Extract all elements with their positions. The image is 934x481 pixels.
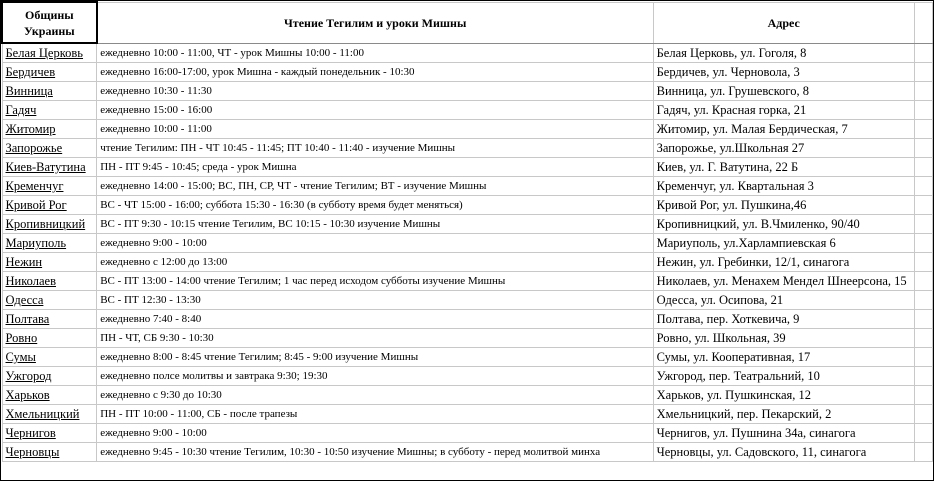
address-cell[interactable]: Киев, ул. Г. Ватутина, 22 Б [653,158,914,177]
city-link[interactable]: Николаев [2,272,97,291]
empty-cell[interactable] [914,234,932,253]
header-schedule[interactable]: Чтение Тегилим и уроки Мишны [97,2,653,43]
table-row [2,196,933,215]
empty-cell[interactable] [914,405,932,424]
empty-cell[interactable] [914,348,932,367]
table-row [2,367,933,386]
empty-cell[interactable] [914,63,932,82]
city-link[interactable]: Чернигов [2,424,97,443]
empty-cell[interactable] [914,196,932,215]
city-link[interactable]: Винница [2,82,97,101]
table-row [2,139,933,158]
empty-cell[interactable] [914,43,932,63]
empty-cell[interactable] [914,386,932,405]
address-cell[interactable]: Полтава, пер. Хоткевича, 9 [653,310,914,329]
address-cell[interactable]: Бердичев, ул. Черновола, 3 [653,63,914,82]
empty-cell[interactable] [914,158,932,177]
empty-cell[interactable] [914,310,932,329]
table-row [2,43,933,63]
address-cell[interactable]: Мариуполь, ул.Харлампиевская 6 [653,234,914,253]
empty-cell[interactable] [914,253,932,272]
schedule-cell[interactable]: ежедневно с 9:30 до 10:30 [97,386,653,405]
city-link[interactable]: Кривой Рог [2,196,97,215]
schedule-cell[interactable]: ежедневно 15:00 - 16:00 [97,101,653,120]
address-cell[interactable]: Кременчуг, ул. Квартальная 3 [653,177,914,196]
empty-cell[interactable] [914,120,932,139]
table-row [2,348,933,367]
table-row [2,405,933,424]
schedule-cell[interactable]: ежедневно 9:00 - 10:00 [97,234,653,253]
schedule-cell[interactable]: ежедневно 16:00-17:00, урок Мишна - каждый понедельник - 10:30 [97,63,653,82]
schedule-cell[interactable]: ВС - ПТ 9:30 - 10:15 чтение Тегилим, ВС 10:15 - 10:30 изучение Мишны [97,215,653,234]
schedule-cell[interactable]: ВС - ЧТ 15:00 - 16:00; суббота 15:30 - 16:30 (в субботу время будет меняться) [97,196,653,215]
city-link[interactable]: Сумы [2,348,97,367]
empty-cell[interactable] [914,272,932,291]
address-cell[interactable]: Кривой Рог, ул. Пушкина,46 [653,196,914,215]
schedule-cell[interactable]: ежедневно 10:00 - 11:00, ЧТ - урок Мишны 10:00 - 11:00 [97,43,653,63]
address-cell[interactable]: Одесса, ул. Осипова, 21 [653,291,914,310]
schedule-cell[interactable]: ежедневно полсе молитвы и завтрака 9:30; 19:30 [97,367,653,386]
address-cell[interactable]: Сумы, ул. Кооперативная, 17 [653,348,914,367]
address-cell[interactable]: Винница, ул. Грушевского, 8 [653,82,914,101]
table-row [2,158,933,177]
city-link[interactable]: Ужгород [2,367,97,386]
schedule-cell[interactable]: ВС - ПТ 13:00 - 14:00 чтение Тегилим; 1 час перед исходом субботы изучение Мишны [97,272,653,291]
address-cell[interactable]: Житомир, ул. Малая Бердическая, 7 [653,120,914,139]
table-row [2,253,933,272]
schedule-cell[interactable]: ПН - ПТ 9:45 - 10:45; среда - урок Мишна [97,158,653,177]
city-link[interactable]: Хмельницкий [2,405,97,424]
table-row [2,424,933,443]
schedule-cell[interactable]: ежедневно с 12:00 до 13:00 [97,253,653,272]
empty-cell[interactable] [914,177,932,196]
city-link[interactable]: Киев-Ватутина [2,158,97,177]
empty-cell[interactable] [914,139,932,158]
communities-table [1,1,933,462]
table-row [2,177,933,196]
empty-cell[interactable] [914,424,932,443]
table-row [2,443,933,462]
address-cell[interactable]: Ужгород, пер. Театральний, 10 [653,367,914,386]
city-link[interactable]: Нежин [2,253,97,272]
address-cell[interactable]: Хмельницкий, пер. Пекарский, 2 [653,405,914,424]
address-cell[interactable]: Белая Церковь, ул. Гоголя, 8 [653,43,914,63]
city-link[interactable]: Белая Церковь [2,43,97,63]
table-row [2,329,933,348]
city-link[interactable]: Черновцы [2,443,97,462]
schedule-cell[interactable]: ежедневно 8:00 - 8:45 чтение Тегилим; 8:45 - 9:00 изучение Мишны [97,348,653,367]
city-link[interactable]: Одесса [2,291,97,310]
header-city[interactable]: Общины Украины [2,2,97,43]
table-row [2,101,933,120]
schedule-cell[interactable]: ВС - ПТ 12:30 - 13:30 [97,291,653,310]
header-row [2,2,933,43]
address-cell[interactable]: Запорожье, ул.Школьная 27 [653,139,914,158]
schedule-cell[interactable]: ПН - ЧТ, СБ 9:30 - 10:30 [97,329,653,348]
address-cell[interactable]: Кропивницкий, ул. В.Чмиленко, 90/40 [653,215,914,234]
empty-cell[interactable] [914,329,932,348]
city-link[interactable]: Ровно [2,329,97,348]
city-link[interactable]: Кропивницкий [2,215,97,234]
schedule-cell[interactable]: ежедневно 14:00 - 15:00; ВС, ПН, СР, ЧТ - чтение Тегилим; ВТ - изучение Мишны [97,177,653,196]
table-row [2,272,933,291]
table-row [2,310,933,329]
header-address[interactable]: Адрес [653,2,914,43]
address-cell[interactable]: Харьков, ул. Пушкинская, 12 [653,386,914,405]
schedule-cell[interactable]: ежедневно 10:00 - 11:00 [97,120,653,139]
empty-cell[interactable] [914,367,932,386]
city-link[interactable]: Полтава [2,310,97,329]
schedule-cell[interactable]: ПН - ПТ 10:00 - 11:00, СБ - после трапезы [97,405,653,424]
city-link[interactable]: Запорожье [2,139,97,158]
address-cell[interactable]: Нежин, ул. Гребинки, 12/1, синагога [653,253,914,272]
city-link[interactable]: Мариуполь [2,234,97,253]
city-link[interactable]: Кременчуг [2,177,97,196]
city-link[interactable]: Бердичев [2,63,97,82]
table-row [2,63,933,82]
table-row [2,234,933,253]
schedule-cell[interactable]: ежедневно 7:40 - 8:40 [97,310,653,329]
schedule-cell[interactable]: ежедневно 9:45 - 10:30 чтение Тегилим, 10:30 - 10:50 изучение Мишны; в субботу - перед молитвой минха [97,443,653,462]
empty-cell[interactable] [914,215,932,234]
city-link[interactable]: Харьков [2,386,97,405]
schedule-cell[interactable]: ежедневно 9:00 - 10:00 [97,424,653,443]
address-cell[interactable]: Николаев, ул. Менахем Мендел Шнеерсона, 15 [653,272,914,291]
table-row [2,120,933,139]
address-cell[interactable]: Гадяч, ул. Красная горка, 21 [653,101,914,120]
empty-cell[interactable] [914,101,932,120]
table-row [2,82,933,101]
table-row [2,291,933,310]
table-row [2,215,933,234]
empty-cell[interactable] [914,443,932,462]
address-cell[interactable]: Ровно, ул. Школьная, 39 [653,329,914,348]
schedule-cell[interactable]: чтение Тегилим: ПН - ЧТ 10:45 - 11:45; ПТ 10:40 - 11:40 - изучение Мишны [97,139,653,158]
address-cell[interactable]: Черновцы, ул. Садовского, 11, синагога [653,443,914,462]
table-row [2,386,933,405]
address-cell[interactable]: Чернигов, ул. Пушнина 34а, синагога [653,424,914,443]
schedule-cell[interactable]: ежедневно 10:30 - 11:30 [97,82,653,101]
empty-cell[interactable] [914,291,932,310]
empty-cell[interactable] [914,82,932,101]
header-empty-cell[interactable] [914,2,932,43]
city-link[interactable]: Гадяч [2,101,97,120]
city-link[interactable]: Житомир [2,120,97,139]
